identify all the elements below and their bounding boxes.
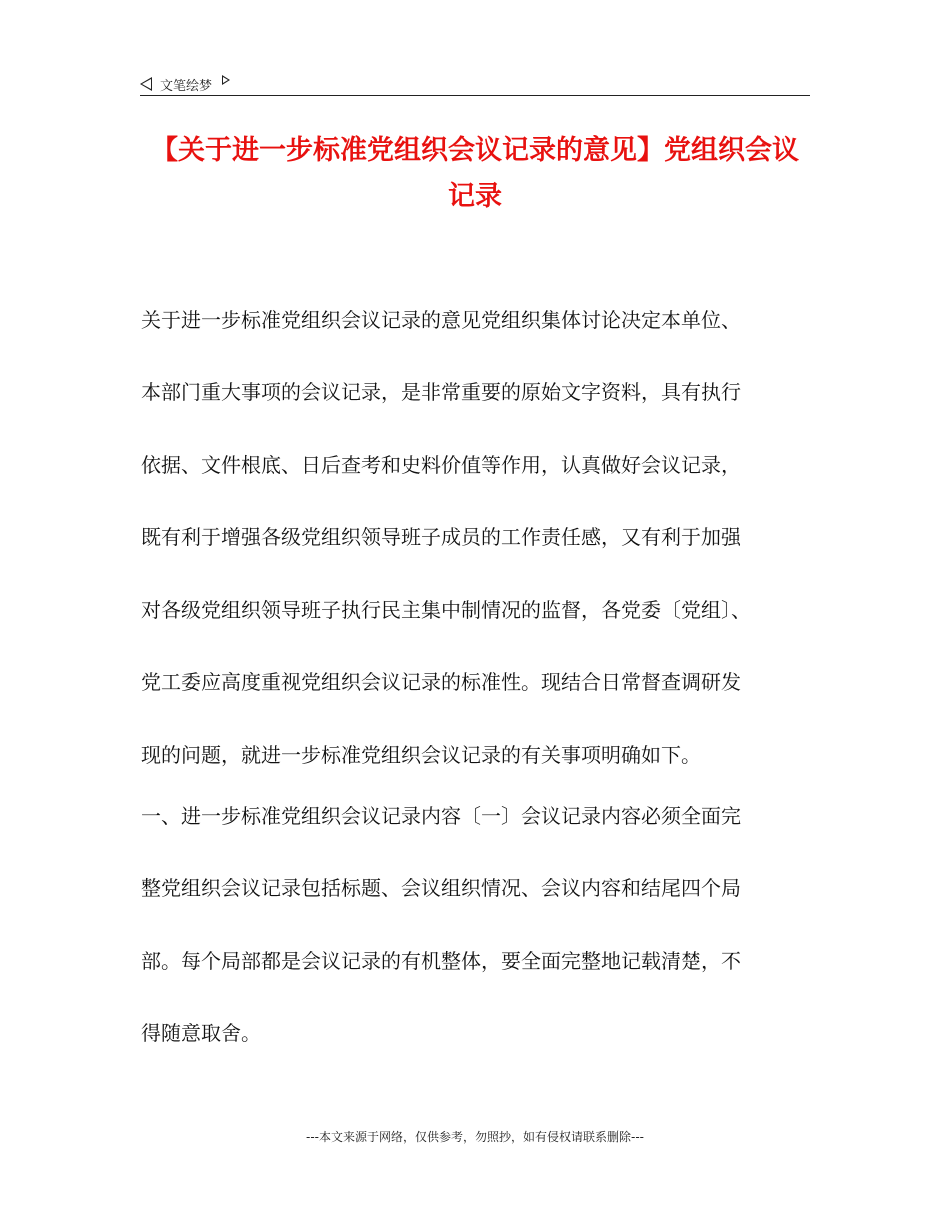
footer-disclaimer: ---本文来源于网络，仅供参考，勿照抄，如有侵权请联系删除--- bbox=[306, 1130, 644, 1144]
paragraph-line-11: 得随意取舍。 bbox=[141, 1021, 261, 1045]
left-triangle-icon bbox=[140, 77, 152, 91]
paragraph-line-5: 对各级党组织领导班子执行民主集中制情况的监督，各党委〔党组〕、 bbox=[141, 598, 751, 622]
header-brand: 文笔绘梦 bbox=[160, 78, 213, 94]
right-triangle-icon bbox=[222, 75, 230, 85]
title-line-2: 记录 bbox=[448, 181, 502, 212]
paragraph-line-6: 党工委应高度重视党组织会议记录的标准性。现结合日常督查调研发 bbox=[141, 670, 741, 694]
header-divider bbox=[140, 95, 810, 96]
paragraph-line-8: 一、进一步标准党组织会议记录内容〔一〕会议记录内容必须全面完 bbox=[141, 804, 741, 828]
paragraph-line-7: 现的问题，就进一步标准党组织会议记录的有关事项明确如下。 bbox=[141, 743, 701, 767]
paragraph-line-3: 依据、文件根底、日后查考和史料价值等作用，认真做好会议记录， bbox=[141, 453, 741, 477]
paragraph-line-10: 部。每个局部都是会议记录的有机整体，要全面完整地记载清楚，不 bbox=[141, 949, 741, 973]
title-line-1: 【关于进一步标准党组织会议记录的意见】党组织会议 bbox=[151, 135, 799, 166]
paragraph-line-1: 关于进一步标准党组织会议记录的意见党组织集体讨论决定本单位、 bbox=[141, 308, 741, 332]
document-header bbox=[140, 72, 810, 96]
document-title bbox=[140, 128, 810, 220]
paragraph-line-4: 既有利于增强各级党组织领导班子成员的工作责任感，又有利于加强 bbox=[141, 525, 741, 549]
paragraph-line-2: 本部门重大事项的会议记录，是非常重要的原始文字资料，具有执行 bbox=[141, 380, 741, 404]
paragraph-line-9: 整党组织会议记录包括标题、会议组织情况、会议内容和结尾四个局 bbox=[141, 876, 741, 900]
